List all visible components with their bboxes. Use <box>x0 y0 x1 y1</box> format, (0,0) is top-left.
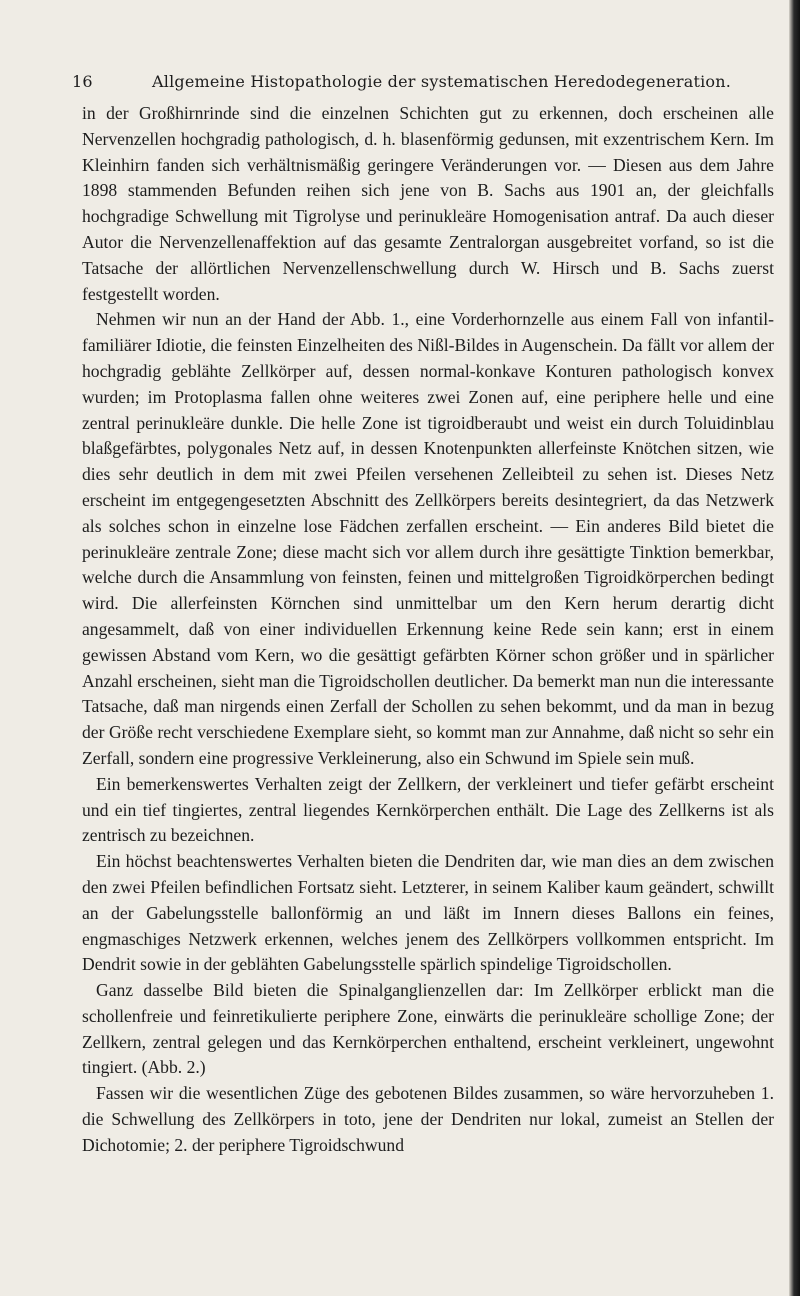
paragraph-5: Ganz dasselbe Bild bieten die Spinalganglienzellen dar: Im Zellkörper erblickt man die schollenfreie und feinretikulierte periphere Zone, einwärts die perinukleäre schollige Zone; der Zellkern, zentral gelegen und das Kernkörperchen enthaltend, erscheint verkleinert, ungewohnt tingiert. (Abb. 2.) <box>82 980 774 1078</box>
paragraph-2: Nehmen wir nun an der Hand der Abb. 1., eine Vorderhornzelle aus einem Fall von infantil-familiärer Idiotie, die feinsten Einzelheiten des Nißl-Bildes in Augenschein. Da fällt vor allem der hochgradig geblähte Zellkörper auf, dessen normal-konkave Konturen pathologisch konvex wurden; im Protoplasma fallen ohne weiteres zwei Zonen auf, eine periphere helle und eine zentral perinukleäre dunkle. Die helle Zone ist tigroidberaubt und weist ein durch Toluidinblau blaßgefärbtes, polygonales Netz auf, in dessen Knotenpunkten allerfeinste Knötchen sitzen, wie dies sehr deutlich in dem mit zwei Pfeilen versehenen Zelleibteil zu sehen ist. Dieses Netz erscheint im entgegengesetzten Abschnitt des Zellkörpers bereits desintegriert, da das Netzwerk als solches schon in einzelne lose Fädchen zerfallen erscheint. — Ein anderes Bild bietet die perinukleäre zentrale Zone; diese macht sich vor allem durch ihre gesättigte Tinktion bemerkbar, welche durch die Ansammlung von feinsten, feinen und mittelgroßen Tigroidkörperchen bedingt wird. Die allerfeinsten Körnchen sind unmittelbar um den Kern herum derartig dicht angesammelt, daß von einer individuellen Erkennung keine Rede sein kann; erst in einem gewissen Abstand vom Kern, wo die gesättigt gefärbten Körner schon größer und in spärlicher Anzahl erscheinen, sieht man die Tigroidschollen deutlicher. Da bemerkt man nun die interessante Tatsache, daß man nirgends einen Zerfall der Schollen zu sehen bekommt, und da man in bezug der Größe recht verschiedene Exemplare sieht, so kommt man zur Annahme, daß nicht so sehr ein Zerfall, sondern eine progressive Verkleinerung, also ein Schwund im Spiele sein muß. <box>82 309 774 768</box>
body-text <box>82 101 774 1159</box>
running-header <box>72 72 772 91</box>
page-number: 16 <box>72 72 93 91</box>
scan-page-edge <box>789 0 800 1296</box>
paragraph-4: Ein höchst beachtenswertes Verhalten bieten die Dendriten dar, wie man dies an dem zwischen den zwei Pfeilen befindlichen Fortsatz sieht. Letzterer, in seinem Kaliber kaum geändert, schwillt an der Gabelungsstelle ballonförmig an und läßt im Innern dieses Ballons ein feines, engmaschiges Netzwerk erkennen, welches jenem des Zellkörpers vollkommen entspricht. Im Dendrit sowie in der geblähten Gabelungsstelle spärlich spindelige Tigroidschollen. <box>82 851 774 975</box>
paragraph-6: Fassen wir die wesentlichen Züge des gebotenen Bildes zusammen, so wäre hervorzuheben 1. die Schwellung des Zellkörpers in toto, jene der Dendriten nur lokal, zumeist an Stellen der Dichotomie; 2. der periphere Tigroidschwund <box>82 1083 774 1155</box>
paragraph-3: Ein bemerkenswertes Verhalten zeigt der Zellkern, der verkleinert und tiefer gefärbt erscheint und ein tief tingiertes, zentral liegendes Kernkörperchen enthält. Die Lage des Zellkerns ist als zentrisch zu bezeichnen. <box>82 773 774 846</box>
paragraph-1: in der Großhirnrinde sind die einzelnen Schichten gut zu erkennen, doch erscheinen alle Nervenzellen hochgradig pathologisch, d. h. blasenförmig gedunsen, mit exzentrischem Kern. Im Kleinhirn fanden sich verhältnismäßig geringere Veränderungen vor. — Diesen aus dem Jahre 1898 stammenden Befunden reihen sich jene von B. Sachs aus 1901 an, der gleichfalls hochgradige Schwellung mit Tigrolyse und perinukleäre Homogenisation antraf. Da auch dieser Autor die Nervenzellenaffektion auf das gesamte Zentralorgan ausgebreitet vorfand, so ist die Tatsache der allörtlichen Nervenzellenschwellung durch W. Hirsch und B. Sachs zuerst festgestellt worden. <box>82 103 774 304</box>
running-title: Allgemeine Histopathologie der systematischen Heredodegeneration. <box>152 72 732 91</box>
